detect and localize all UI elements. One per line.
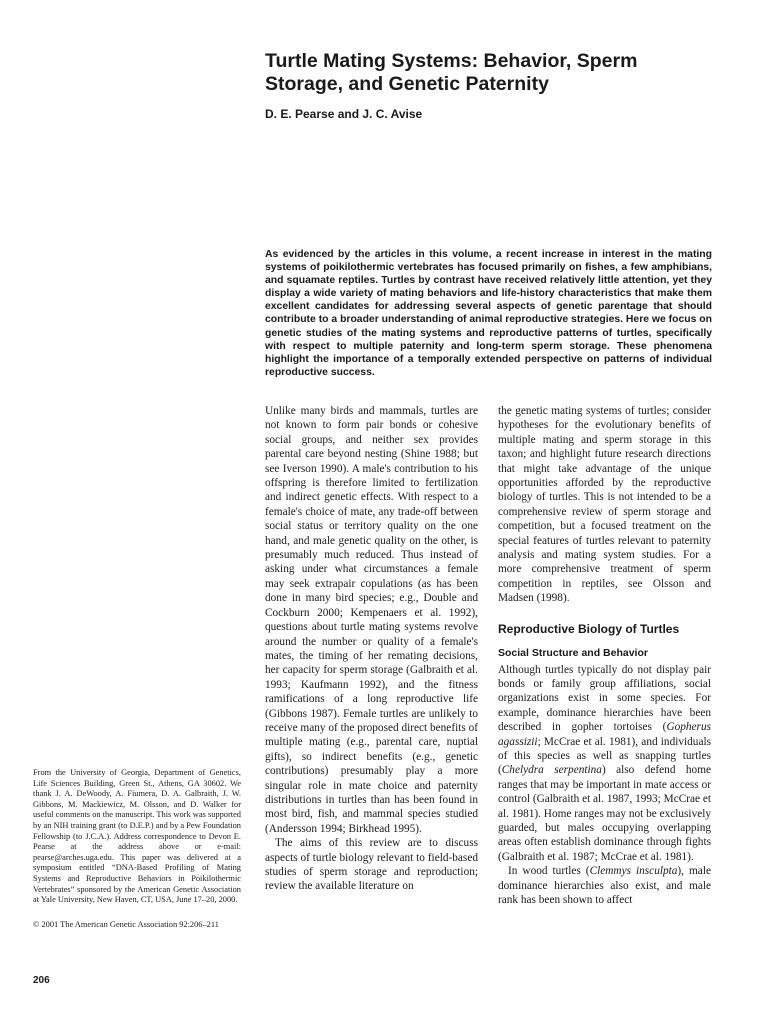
species-name: Clemmys insculpta — [589, 865, 678, 878]
article-authors: D. E. Pearse and J. C. Avise — [265, 107, 423, 121]
abstract: As evidenced by the articles in this volume, a recent increase in interest in the mating systems of poikilothermic vertebrates has focused primarily on fishes, a few amphibians, and squamate reptiles. Turtles by contrast have received relatively little attention, yet they display a wide variety of mating behaviors and life-history characteristics that make them excellent candidates for addressing several aspects of genetic parentage that should contribute to a broader understanding of animal reproductive strategies. Here we focus on genetic studies of the mating systems and reproductive patterns of turtles, specifically with respect to multiple paternity and long-term sperm storage. These phenomena highlight the importance of a temporally extended perspective on patterns of individual reproductive success. — [265, 249, 712, 378]
body-column-left — [265, 404, 478, 894]
body-paragraph — [498, 864, 711, 907]
article-title: Turtle Mating Systems: Behavior, Sperm Storage, and Genetic Paternity — [265, 50, 638, 95]
text-run: Although turtles typically do not display pair bonds or family group affiliations, social organizations exist in some species. For example, dominance hierarchies have been described in gopher tortoises ( — [498, 663, 711, 734]
text-run: In wood turtles ( — [508, 865, 590, 878]
copyright-line: © 2001 The American Genetic Association 92:206–211 — [33, 920, 219, 929]
body-paragraph: the genetic mating systems of turtles; consider hypotheses for the evolutionary benefits of multiple mating and sperm storage in this taxon; and highlight future research directions that might take advantage of the unique opportunities afforded by the reproductive biology of turtles. This is not intended to be a comprehensive review of sperm storage and competition, but a focused treatment on the special features of turtles relevant to paternity analysis and mating system studies. For a more comprehensive treatment of sperm competition in reptiles, see Olsson and Madsen (1998). — [498, 405, 711, 605]
affiliation-footnote: From the University of Georgia, Department of Genetics, Life Sciences Building, Green St., Athens, GA 30602. We thank J. A. DeWoody, A. Fiumera, D. A. Galbraith, J. W. Gibbons, M. Mackiewicz, M. Olsson, and D. Walker for useful comments on the manuscript. This work was supported by an NIH training grant (to D.E.P.) and by a Pew Foundation Fellowship (to J.C.A.). Address correspondence to Devon E. Pearse at the address above or e-mail: pearse@arches.uga.edu. This paper was delivered at a symposium entitled “DNA-Based Profiling of Mating Systems and Reproductive Behaviors in Poikilothermic Vertebrates” sponsored by the American Genetic Association at Yale University, New Haven, CT, USA, June 17–20, 2000. — [33, 768, 241, 905]
section-heading: Reproductive Biology of Turtles — [498, 621, 680, 636]
text-run: ), male dominance hierarchies also exist, and male rank has been shown to affect — [498, 865, 711, 906]
text-run: ) also defend home ranges that may be important in mate access or control (Galbraith et al. 1987, 1993; McCrae et al. 1981). Home ranges may not be exclusively guarded, but males occupying overlapping areas often establish dominance through fights (Galbraith et al. 1987; McCrae et al. 1981). — [498, 764, 712, 863]
page-number: 206 — [33, 975, 50, 986]
species-name: Gopherus agassizii — [498, 721, 711, 748]
body-column-right — [498, 404, 711, 907]
body-paragraph — [498, 663, 711, 865]
text-run: ; McCrae et al. 1981), and individuals of this species as well as snapping turtles ( — [498, 735, 711, 777]
subsection-heading: Social Structure and Behavior — [498, 647, 648, 660]
species-name: Chelydra serpentina — [501, 764, 602, 777]
body-paragraph: Unlike many birds and mammals, turtles are not known to form pair bonds or cohesive social groups, and neither sex provides parental care beyond nesting (Shine 1988; but see Iverson 1990). A male's contribution to his offspring is therefore limited to fertilization and indirect genetic effects. With respect to a female's choice of mate, any trade-off between social status or territory quality on the one hand, and male genetic quality on the other, is presumably much reduced. Thus instead of asking under what circumstances a female may seek extrapair copulations (as has been done in many bird species; e.g., Double and Cockburn 2000; Kempenaers et al. 1992), questions about turtle mating systems revolve around the number or quality of a female's mates, the timing of her remating decisions, her capacity for sperm storage (Galbraith et al. 1993; Kaufmann 1992), and the fitness ramifications of a long reproductive life (Gibbons 1987). Female turtles are unlikely to receive many of the proposed direct benefits of multiple mating (e.g., parental care, nuptial gifts), so indirect benefits (e.g., genetic contributions) presumably play a more singular role in mate choice and paternity distributions in turtles than has been found in most bird, fish, and mammal species studied (Andersson 1994; Birkhead 1995). — [265, 405, 478, 835]
body-paragraph: The aims of this review are to discuss aspects of turtle biology relevant to field-based studies of sperm storage and reproduction; review the available literature on — [265, 837, 478, 893]
